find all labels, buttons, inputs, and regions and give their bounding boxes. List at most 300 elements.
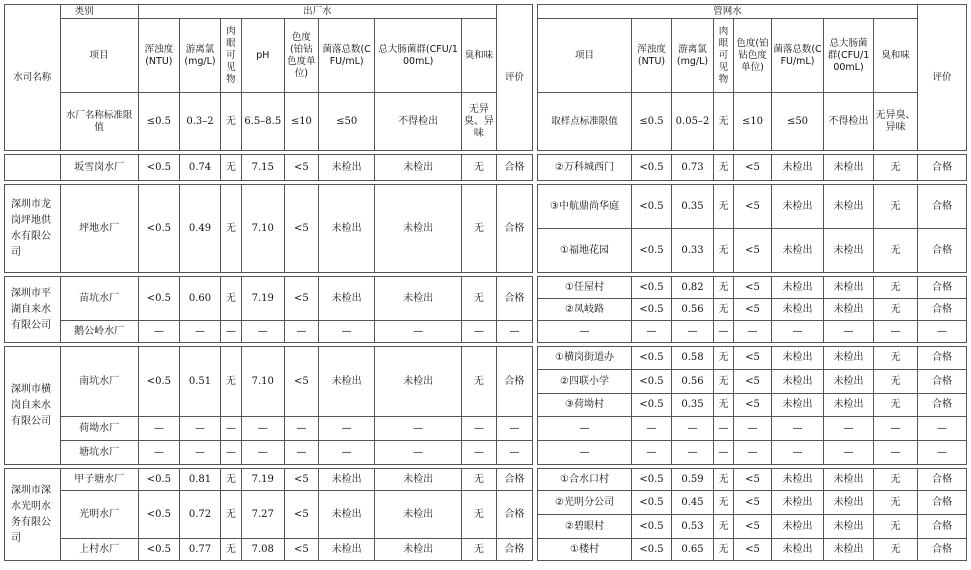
- table-row: [538, 299, 967, 321]
- sample-point-name: ②碧眼村: [538, 515, 632, 539]
- cell-coliform: 未检出: [824, 469, 874, 491]
- cell-eval: —: [496, 321, 532, 343]
- cell-bacteria: —: [318, 417, 375, 441]
- cell-eval: —: [918, 321, 967, 343]
- coliform-header: 总大肠菌群(CFU/100mL): [824, 19, 874, 93]
- cell-coliform: —: [375, 321, 461, 343]
- cell-odor: —: [461, 441, 496, 465]
- cell-chlorine: 0.77: [179, 539, 220, 561]
- cell-odor: 无: [874, 277, 918, 299]
- cell-coliform: 未检出: [824, 370, 874, 394]
- cell-coliform: 未检出: [824, 539, 874, 561]
- table-row: [5, 441, 533, 465]
- cell-color: <5: [734, 539, 772, 561]
- table-row: [5, 185, 533, 273]
- cell-bacteria: 未检出: [772, 347, 824, 370]
- cell-odor: —: [874, 321, 918, 343]
- cell-color: <5: [734, 469, 772, 491]
- cell-eval: 合格: [496, 491, 532, 539]
- sample-point-name: ①横岗街道办: [538, 347, 632, 370]
- company-name: 深圳市深水光明水务有限公司: [5, 469, 61, 561]
- cell-chlorine: 0.73: [672, 155, 714, 181]
- cell-color: <5: [284, 347, 318, 417]
- cell-bacteria: 未检出: [772, 370, 824, 394]
- cell-visible: 无: [221, 469, 242, 491]
- cell-ph: —: [241, 441, 284, 465]
- cell-coliform: 未检出: [375, 539, 461, 561]
- cell-bacteria: 未检出: [318, 185, 375, 273]
- cell-chlorine: 0.51: [179, 347, 220, 417]
- bacteria-header: 菌落总数(CFU/mL): [318, 19, 375, 93]
- cell-visible: —: [221, 417, 242, 441]
- std-odor: 无异臭、异味: [874, 93, 918, 151]
- cell-turbidity: <0.5: [632, 185, 672, 229]
- cell-odor: 无: [874, 155, 918, 181]
- cell-ph: 7.19: [241, 469, 284, 491]
- cell-coliform: 未检出: [824, 491, 874, 515]
- cell-ph: —: [241, 417, 284, 441]
- cell-chlorine: 0.59: [672, 469, 714, 491]
- cell-eval: 合格: [918, 515, 967, 539]
- company-name: 深圳市平湖自来水有限公司: [5, 277, 61, 343]
- table-row: [5, 347, 533, 417]
- cell-turbidity: <0.5: [632, 155, 672, 181]
- cell-eval: 合格: [496, 347, 532, 417]
- cell-visible: 无: [221, 491, 242, 539]
- cell-eval: 合格: [496, 185, 532, 273]
- eval-column-header: 评价: [918, 5, 967, 151]
- cell-visible: —: [714, 321, 734, 343]
- cell-visible: 无: [714, 277, 734, 299]
- cell-chlorine: 0.65: [672, 539, 714, 561]
- table-row: [5, 539, 533, 561]
- chlorine-header: 游离氯(mg/L): [672, 19, 714, 93]
- cell-odor: 无: [461, 155, 496, 181]
- cell-chlorine: —: [672, 441, 714, 465]
- cell-coliform: 未检出: [375, 185, 461, 273]
- cell-turbidity: <0.5: [632, 347, 672, 370]
- sample-point-name: ③中航鼎尚华庭: [538, 185, 632, 229]
- cell-chlorine: 0.35: [672, 185, 714, 229]
- cell-turbidity: <0.5: [138, 539, 179, 561]
- cell-ph: 7.27: [241, 491, 284, 539]
- std-turbidity: ≤0.5: [632, 93, 672, 151]
- cell-eval: 合格: [918, 277, 967, 299]
- color-header: 色度(铂钴色度单位): [734, 19, 772, 93]
- cell-chlorine: 0.45: [672, 491, 714, 515]
- cell-coliform: 未检出: [824, 185, 874, 229]
- cell-odor: 无: [461, 539, 496, 561]
- cell-coliform: 未检出: [375, 155, 461, 181]
- cell-odor: 无: [874, 185, 918, 229]
- cell-color: <5: [284, 491, 318, 539]
- plant-name: 南坑水厂: [60, 347, 138, 417]
- sample-point-name: ①任屋村: [538, 277, 632, 299]
- table-row: [5, 491, 533, 539]
- plant-name: 上村水厂: [60, 539, 138, 561]
- plant-name: 鹅公岭水厂: [60, 321, 138, 343]
- cell-coliform: —: [824, 321, 874, 343]
- cell-chlorine: 0.49: [179, 185, 220, 273]
- cell-color: <5: [284, 277, 318, 321]
- table-row: [538, 185, 967, 229]
- cell-turbidity: —: [632, 321, 672, 343]
- plant-name: 塘坑水厂: [60, 441, 138, 465]
- std-ph: 6.5–8.5: [241, 93, 284, 151]
- cell-visible: 无: [221, 155, 242, 181]
- cell-bacteria: 未检出: [318, 469, 375, 491]
- cell-coliform: 未检出: [824, 155, 874, 181]
- cell-bacteria: —: [318, 321, 375, 343]
- cell-visible: 无: [221, 277, 242, 321]
- std-bacteria: ≤50: [772, 93, 824, 151]
- chlorine-header: 游离氯(mg/L): [179, 19, 220, 93]
- table-row: [538, 469, 967, 491]
- cell-odor: 无: [461, 491, 496, 539]
- cell-chlorine: —: [179, 321, 220, 343]
- cell-turbidity: —: [632, 417, 672, 441]
- plant-name: 荷坳水厂: [60, 417, 138, 441]
- cell-visible: 无: [714, 539, 734, 561]
- cell-visible: 无: [221, 185, 242, 273]
- outlet-water-group-header: 出厂水: [138, 5, 496, 19]
- cell-turbidity: <0.5: [632, 491, 672, 515]
- cell-odor: 无: [874, 394, 918, 417]
- cell-chlorine: —: [672, 417, 714, 441]
- table-row: [538, 229, 967, 273]
- cell-visible: 无: [714, 299, 734, 321]
- cell-color: <5: [734, 155, 772, 181]
- cell-turbidity: <0.5: [138, 491, 179, 539]
- cell-bacteria: 未检出: [318, 277, 375, 321]
- cell-odor: 无: [874, 515, 918, 539]
- cell-coliform: 未检出: [824, 299, 874, 321]
- cell-turbidity: <0.5: [138, 277, 179, 321]
- cell-eval: 合格: [918, 539, 967, 561]
- cell-color: <5: [734, 185, 772, 229]
- cell-visible: 无: [714, 394, 734, 417]
- cell-ph: —: [241, 321, 284, 343]
- cell-eval: 合格: [918, 370, 967, 394]
- company-name: 深圳市龙岗坪地供水有限公司: [5, 185, 61, 273]
- cell-chlorine: —: [179, 441, 220, 465]
- cell-coliform: 未检出: [375, 491, 461, 539]
- cell-eval: 合格: [918, 491, 967, 515]
- cell-color: <5: [284, 185, 318, 273]
- cell-visible: 无: [714, 515, 734, 539]
- cell-turbidity: <0.5: [632, 229, 672, 273]
- outlet-water-table: [4, 4, 533, 561]
- cell-visible: 无: [714, 229, 734, 273]
- cell-color: <5: [734, 229, 772, 273]
- cell-visible: 无: [714, 370, 734, 394]
- cell-color: —: [284, 441, 318, 465]
- table-row: [538, 441, 967, 465]
- cell-eval: 合格: [918, 469, 967, 491]
- cell-bacteria: 未检出: [318, 539, 375, 561]
- cell-chlorine: 0.58: [672, 347, 714, 370]
- cell-coliform: —: [824, 441, 874, 465]
- cell-color: <5: [734, 394, 772, 417]
- plant-name: 坪地水厂: [60, 185, 138, 273]
- cell-bacteria: —: [318, 441, 375, 465]
- sample-point-name: ②凤岐路: [538, 299, 632, 321]
- cell-odor: —: [461, 321, 496, 343]
- std-coliform: 不得检出: [824, 93, 874, 151]
- plant-name: 光明水厂: [60, 491, 138, 539]
- cell-coliform: 未检出: [824, 394, 874, 417]
- cell-turbidity: <0.5: [632, 539, 672, 561]
- cell-odor: 无: [874, 491, 918, 515]
- cell-odor: —: [461, 417, 496, 441]
- ph-header: pH: [241, 19, 284, 93]
- cell-bacteria: 未检出: [772, 469, 824, 491]
- cell-visible: 无: [714, 491, 734, 515]
- cell-turbidity: —: [138, 441, 179, 465]
- cell-odor: 无: [874, 229, 918, 273]
- std-coliform: 不得检出: [375, 93, 461, 151]
- cell-eval: 合格: [918, 394, 967, 417]
- plant-name: 坂雪岗水厂: [60, 155, 138, 181]
- std-odor: 无异臭、异味: [461, 93, 496, 151]
- cell-turbidity: <0.5: [632, 469, 672, 491]
- cell-turbidity: <0.5: [138, 469, 179, 491]
- table-row: [5, 417, 533, 441]
- cell-eval: —: [496, 417, 532, 441]
- sample-point-name: ③荷坳村: [538, 394, 632, 417]
- cell-bacteria: 未检出: [772, 491, 824, 515]
- sample-point-name: ①福地花园: [538, 229, 632, 273]
- cell-ph: 7.10: [241, 347, 284, 417]
- cell-odor: 无: [461, 347, 496, 417]
- cell-color: <5: [734, 491, 772, 515]
- coliform-header: 总大肠菌群(CFU/100mL): [375, 19, 461, 93]
- table-row: [538, 155, 967, 181]
- cell-eval: —: [918, 417, 967, 441]
- table-row: [538, 394, 967, 417]
- outlet-standard-label: 水厂名称标准限值: [60, 93, 138, 151]
- cell-color: <5: [734, 299, 772, 321]
- cell-odor: 无: [874, 370, 918, 394]
- cell-odor: 无: [874, 299, 918, 321]
- cell-coliform: 未检出: [824, 229, 874, 273]
- network-water-table: [537, 4, 967, 561]
- cell-color: —: [284, 417, 318, 441]
- cell-bacteria: 未检出: [318, 347, 375, 417]
- cell-turbidity: <0.5: [138, 185, 179, 273]
- cell-bacteria: 未检出: [772, 539, 824, 561]
- cell-chlorine: 0.53: [672, 515, 714, 539]
- cell-chlorine: 0.56: [672, 299, 714, 321]
- cell-color: <5: [284, 539, 318, 561]
- eval-column-header: 评价: [496, 5, 532, 151]
- cell-bacteria: 未检出: [772, 277, 824, 299]
- cell-chlorine: —: [179, 417, 220, 441]
- cell-bacteria: 未检出: [772, 299, 824, 321]
- cell-odor: —: [874, 441, 918, 465]
- cell-bacteria: 未检出: [318, 155, 375, 181]
- turbidity-header: 浑浊度(NTU): [138, 19, 179, 93]
- table-row: [5, 469, 533, 491]
- std-turbidity: ≤0.5: [138, 93, 179, 151]
- sample-point-name: —: [538, 417, 632, 441]
- plant-name: 苗坑水厂: [60, 277, 138, 321]
- cell-color: <5: [734, 347, 772, 370]
- cell-odor: 无: [874, 469, 918, 491]
- cell-visible: 无: [714, 469, 734, 491]
- cell-coliform: 未检出: [824, 347, 874, 370]
- category-header: 类别: [60, 5, 138, 19]
- cell-ph: 7.10: [241, 185, 284, 273]
- std-chlorine: 0.05–2: [672, 93, 714, 151]
- cell-coliform: 未检出: [375, 469, 461, 491]
- cell-visible: 无: [221, 539, 242, 561]
- table-row: [538, 515, 967, 539]
- cell-ph: 7.08: [241, 539, 284, 561]
- cell-coliform: 未检出: [375, 277, 461, 321]
- cell-odor: —: [874, 417, 918, 441]
- cell-eval: 合格: [496, 539, 532, 561]
- cell-ph: 7.19: [241, 277, 284, 321]
- cell-color: —: [734, 417, 772, 441]
- cell-bacteria: —: [772, 321, 824, 343]
- cell-color: <5: [734, 277, 772, 299]
- cell-coliform: 未检出: [824, 277, 874, 299]
- table-row: [5, 277, 533, 321]
- cell-eval: 合格: [918, 155, 967, 181]
- cell-odor: 无: [461, 277, 496, 321]
- cell-coliform: —: [824, 417, 874, 441]
- cell-chlorine: 0.81: [179, 469, 220, 491]
- cell-bacteria: 未检出: [772, 185, 824, 229]
- turbidity-header: 浑浊度(NTU): [632, 19, 672, 93]
- cell-visible: —: [221, 321, 242, 343]
- std-bacteria: ≤50: [318, 93, 375, 151]
- cell-bacteria: 未检出: [772, 229, 824, 273]
- odor-header: 臭和味: [874, 19, 918, 93]
- sample-point-name: —: [538, 441, 632, 465]
- table-row: [538, 417, 967, 441]
- cell-ph: 7.15: [241, 155, 284, 181]
- std-chlorine: 0.3–2: [179, 93, 220, 151]
- odor-header: 臭和味: [461, 19, 496, 93]
- cell-eval: 合格: [496, 277, 532, 321]
- cell-chlorine: 0.74: [179, 155, 220, 181]
- cell-eval: 合格: [918, 229, 967, 273]
- cell-color: —: [734, 441, 772, 465]
- cell-turbidity: <0.5: [632, 277, 672, 299]
- sample-point-name: ②光明分公司: [538, 491, 632, 515]
- cell-turbidity: <0.5: [632, 370, 672, 394]
- cell-chlorine: —: [672, 321, 714, 343]
- cell-odor: 无: [874, 347, 918, 370]
- cell-bacteria: —: [772, 441, 824, 465]
- table-row: [538, 347, 967, 370]
- cell-odor: 无: [461, 185, 496, 273]
- table-row: [5, 155, 533, 181]
- cell-visible: —: [714, 441, 734, 465]
- cell-bacteria: 未检出: [318, 491, 375, 539]
- std-visible: 无: [714, 93, 734, 151]
- cell-bacteria: 未检出: [772, 394, 824, 417]
- cell-turbidity: —: [138, 321, 179, 343]
- cell-turbidity: <0.5: [632, 515, 672, 539]
- cell-visible: 无: [714, 155, 734, 181]
- cell-bacteria: 未检出: [772, 515, 824, 539]
- cell-visible: 无: [714, 185, 734, 229]
- item-header: 项目: [60, 19, 138, 93]
- std-color: ≤10: [734, 93, 772, 151]
- sample-point-name: ①楼村: [538, 539, 632, 561]
- sample-point-name: ①合水口村: [538, 469, 632, 491]
- cell-eval: —: [496, 441, 532, 465]
- color-header: 色度(铂钴色度单位): [284, 19, 318, 93]
- table-row: [538, 539, 967, 561]
- cell-eval: 合格: [496, 469, 532, 491]
- cell-turbidity: <0.5: [138, 347, 179, 417]
- cell-chlorine: 0.33: [672, 229, 714, 273]
- table-row: [538, 370, 967, 394]
- cell-chlorine: 0.60: [179, 277, 220, 321]
- cell-turbidity: <0.5: [138, 155, 179, 181]
- cell-color: <5: [284, 469, 318, 491]
- visible-matter-header: 肉眼可见物: [221, 19, 242, 93]
- cell-chlorine: 0.82: [672, 277, 714, 299]
- cell-eval: 合格: [918, 299, 967, 321]
- cell-turbidity: —: [632, 441, 672, 465]
- plant-name: 甲子塘水厂: [60, 469, 138, 491]
- cell-chlorine: 0.72: [179, 491, 220, 539]
- cell-odor: 无: [461, 469, 496, 491]
- cell-color: —: [734, 321, 772, 343]
- cell-eval: 合格: [918, 185, 967, 229]
- std-color: ≤10: [284, 93, 318, 151]
- cell-color: <5: [734, 515, 772, 539]
- visible-matter-header: 肉眼可见物: [714, 19, 734, 93]
- cell-turbidity: <0.5: [632, 299, 672, 321]
- table-row: [5, 321, 533, 343]
- table-row: [538, 277, 967, 299]
- sample-point-name: —: [538, 321, 632, 343]
- network-standard-label: 取样点标准限值: [538, 93, 632, 151]
- cell-eval: 合格: [496, 155, 532, 181]
- cell-turbidity: —: [138, 417, 179, 441]
- cell-turbidity: <0.5: [632, 394, 672, 417]
- cell-visible: 无: [221, 347, 242, 417]
- cell-coliform: 未检出: [375, 347, 461, 417]
- cell-color: <5: [734, 370, 772, 394]
- cell-visible: 无: [714, 347, 734, 370]
- cell-eval: 合格: [918, 347, 967, 370]
- company-name: [5, 155, 61, 181]
- item-header: 项目: [538, 19, 632, 93]
- cell-color: <5: [284, 155, 318, 181]
- cell-visible: —: [714, 417, 734, 441]
- cell-coliform: —: [375, 441, 461, 465]
- table-row: [538, 491, 967, 515]
- std-visible: 无: [221, 93, 242, 151]
- cell-odor: 无: [874, 539, 918, 561]
- cell-color: —: [284, 321, 318, 343]
- sample-point-name: ②万科城西门: [538, 155, 632, 181]
- cell-bacteria: 未检出: [772, 155, 824, 181]
- cell-chlorine: 0.35: [672, 394, 714, 417]
- cell-eval: —: [918, 441, 967, 465]
- cell-chlorine: 0.56: [672, 370, 714, 394]
- company-column-header: 水司名称: [5, 5, 61, 151]
- table-row: [538, 321, 967, 343]
- cell-coliform: 未检出: [824, 515, 874, 539]
